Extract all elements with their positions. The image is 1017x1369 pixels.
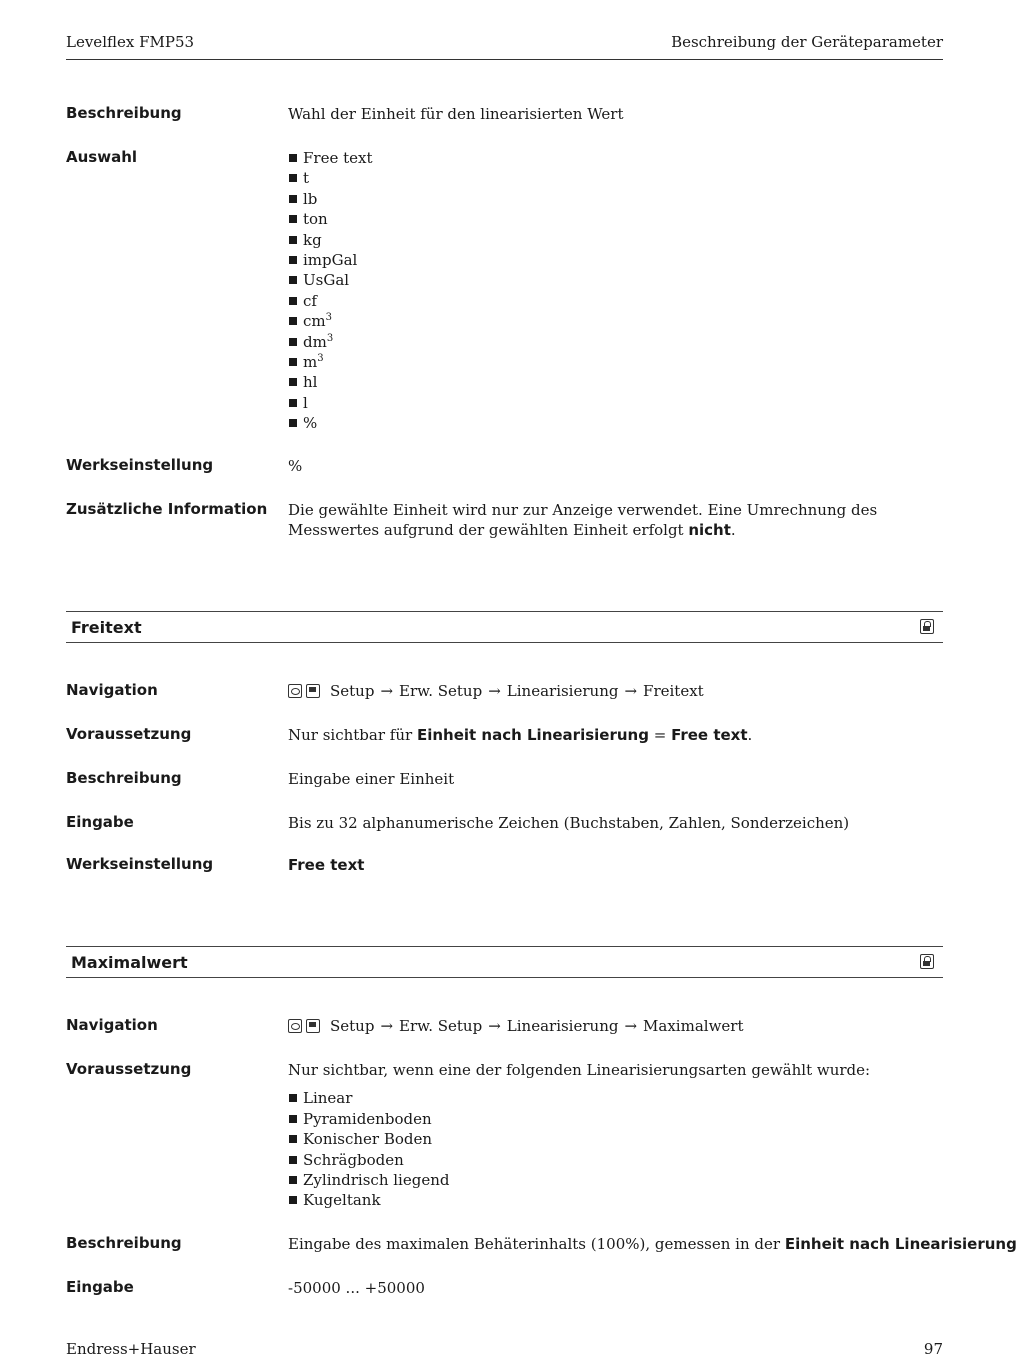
value-werkseinstellung: % — [288, 457, 303, 475]
label-voraussetzung: Voraussetzung — [66, 725, 192, 743]
list-item: Kugeltank — [288, 1190, 943, 1210]
list-item: Pyramidenboden — [288, 1109, 943, 1129]
page-footer — [66, 1340, 943, 1358]
list-item: kg — [288, 230, 943, 250]
list-item: $cm^3$ — [288, 311, 943, 331]
value-beschreibung: Eingabe einer Einheit — [288, 770, 455, 788]
section-title-freitext: Freitext — [71, 618, 142, 637]
bullet-icon — [289, 338, 297, 346]
list-item: Free text — [288, 148, 943, 168]
list-item: $m^3$ — [288, 352, 943, 372]
lock-icon — [920, 619, 934, 634]
value-eingabe: Bis zu 32 alphanumerische Zeichen (Buchstaben, Zahlen, Sonderzeichen) — [288, 814, 850, 832]
bullet-icon — [289, 419, 297, 427]
section-title-maximalwert: Maximalwert — [71, 953, 188, 972]
bullet-icon — [289, 154, 297, 162]
list-item: Linear — [288, 1088, 943, 1108]
bullet-icon — [289, 317, 297, 325]
label-beschreibung: Beschreibung — [66, 104, 182, 122]
header-product: Levelflex FMP53 — [66, 33, 195, 51]
bullet-icon — [289, 297, 297, 305]
bullet-icon — [289, 378, 297, 386]
display-icon — [306, 684, 320, 698]
label-zusaetzliche-info: Zusätzliche Information — [66, 500, 268, 518]
label-beschreibung: Beschreibung — [66, 769, 182, 787]
bullet-icon — [289, 276, 297, 284]
list-item: impGal — [288, 250, 943, 270]
list-item: Schrägboden — [288, 1150, 943, 1170]
label-auswahl: Auswahl — [66, 148, 138, 166]
bullet-icon — [289, 1196, 297, 1204]
bullet-icon — [289, 174, 297, 182]
bullet-icon — [289, 399, 297, 407]
bullet-icon — [289, 1135, 297, 1143]
auswahl-list — [288, 148, 943, 434]
value-beschreibung: Eingabe des maximalen Behäterinhalts (100%), gemessen in der Einheit nach Linearisierung — [288, 1235, 1017, 1253]
bullet-icon — [289, 256, 297, 264]
list-item: hl — [288, 372, 943, 392]
bullet-icon — [289, 195, 297, 203]
navigation-path: Setup → Erw. Setup → Linearisierung → Freitext — [288, 681, 943, 701]
page-number: 97 — [923, 1340, 943, 1358]
value-eingabe: -50000 ... +50000 — [288, 1279, 425, 1297]
value-voraussetzung: Nur sichtbar für Einheit nach Linearisierung = Free text. — [288, 726, 753, 744]
bullet-icon — [289, 1094, 297, 1102]
bullet-icon — [289, 358, 297, 366]
list-item: t — [288, 168, 943, 188]
label-werkseinstellung: Werkseinstellung — [66, 855, 214, 873]
value-beschreibung: Wahl der Einheit für den linearisierten Wert — [288, 105, 624, 123]
value-werkseinstellung: Free text — [288, 856, 365, 874]
voraussetzung-text: Nur sichtbar, wenn eine der folgenden Linearisierungsarten gewählt wurde: — [288, 1061, 871, 1079]
list-item: $dm^3$ — [288, 332, 943, 352]
list-item: % — [288, 413, 943, 433]
section-header-maximalwert — [66, 946, 943, 978]
list-item: Konischer Boden — [288, 1129, 943, 1149]
label-eingabe: Eingabe — [66, 1278, 134, 1296]
label-navigation: Navigation — [66, 1016, 158, 1034]
value-zusaetzliche-info: Die gewählte Einheit wird nur zur Anzeige verwendet. Eine Umrechnung des Messwertes aufgrund der gewählten Einheit erfolgt nicht. — [288, 501, 878, 540]
list-item: ton — [288, 209, 943, 229]
label-eingabe: Eingabe — [66, 813, 134, 831]
linearisierungsarten-list — [288, 1088, 943, 1210]
bullet-icon — [289, 1156, 297, 1164]
page-header — [66, 33, 943, 60]
keypad-icon — [288, 1019, 302, 1033]
bullet-icon — [289, 215, 297, 223]
label-beschreibung: Beschreibung — [66, 1234, 182, 1252]
lock-icon — [920, 954, 934, 969]
bullet-icon — [289, 1176, 297, 1184]
value-voraussetzung — [288, 1060, 943, 1211]
list-item: UsGal — [288, 270, 943, 290]
footer-company: Endress+Hauser — [66, 1340, 196, 1358]
label-voraussetzung: Voraussetzung — [66, 1060, 192, 1078]
bullet-icon — [289, 236, 297, 244]
list-item: lb — [288, 189, 943, 209]
section-header-freitext — [66, 611, 943, 643]
list-item: l — [288, 393, 943, 413]
list-item: Zylindrisch liegend — [288, 1170, 943, 1190]
label-navigation: Navigation — [66, 681, 158, 699]
keypad-icon — [288, 684, 302, 698]
header-section: Beschreibung der Geräteparameter — [671, 33, 943, 51]
navigation-path: Setup → Erw. Setup → Linearisierung → Maximalwert — [288, 1016, 943, 1036]
bullet-icon — [289, 1115, 297, 1123]
list-item: cf — [288, 291, 943, 311]
label-werkseinstellung: Werkseinstellung — [66, 456, 214, 474]
display-icon — [306, 1019, 320, 1033]
